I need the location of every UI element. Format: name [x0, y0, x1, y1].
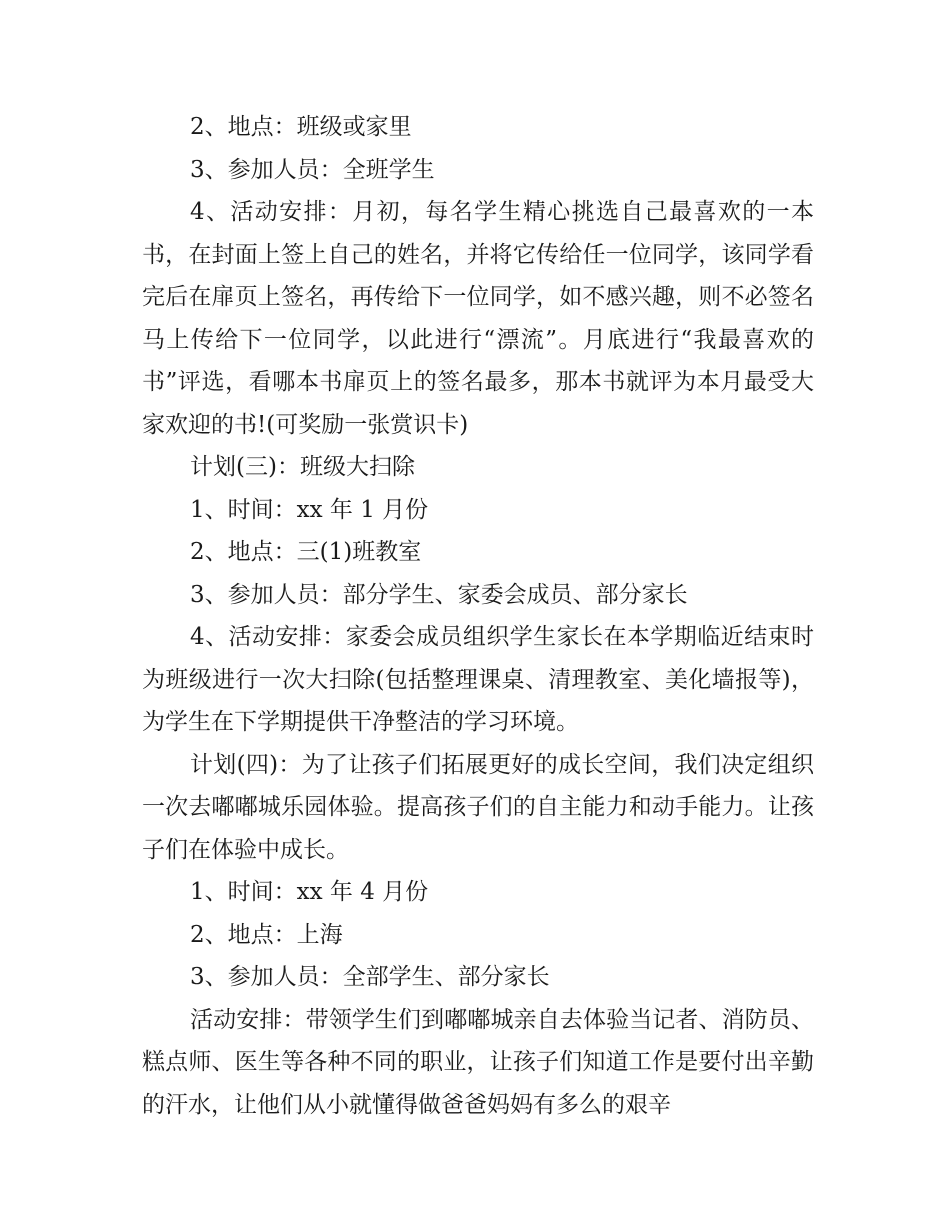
heading-plan-three: 计划(三)：班级大扫除	[190, 454, 415, 480]
heading-plan-four: 计划(四)：为了让孩子们拓展更好的成长空间，我们决定组织一次去嘟嘟城乐园体验。提高孩子们的自主能力和动手能力。让孩子们在体验中成长。	[142, 751, 814, 863]
document-body	[142, 106, 814, 1126]
paragraph-location-shanghai: 2、地点：上海	[190, 921, 343, 948]
paragraph-activity-book-drift: 4、活动安排：月初，每名学生精心挑选自己最喜欢的一本书，在封面上签上自己的姓名，并将它传给任一位同学，该同学看完后在扉页上签名，再传给下一位同学，如不感兴趣，则不必签名马上传给下一位同学，以此进行“漂流”。月底进行“我最喜欢的书”评选，看哪本书扉页上的签名最多，那本书就评为本月最受大家欢迎的书!(可奖励一张赏识卡)	[142, 199, 814, 438]
paragraph-time-apr: 1、时间：xx 年 4 月份	[190, 879, 429, 905]
paragraph-activity-trip: 活动安排：带领学生们到嘟嘟城亲自去体验当记者、消防员、糕点师、医生等各种不同的职业，让孩子们知道工作是要付出辛勤的汗水，让他们从小就懂得做爸爸妈妈有多么的艰辛	[142, 1006, 814, 1118]
paragraph-activity-cleaning: 4、活动安排：家委会成员组织学生家长在本学期临近结束时为班级进行一次大扫除(包括整理课桌、清理教室、美化墙报等)，为学生在下学期提供干净整洁的学习环境。	[142, 624, 814, 735]
paragraph-time-jan: 1、时间：xx 年 1 月份	[190, 496, 429, 523]
paragraph-location-classroom: 2、地点：三(1)班教室	[190, 539, 422, 565]
paragraph-participants-trip: 3、参加人员：全部学生、部分家长	[190, 964, 550, 990]
paragraph-participants-cleaning: 3、参加人员：部分学生、家委会成员、部分家长	[190, 581, 688, 608]
paragraph-participants: 3、参加人员：全班学生	[190, 156, 435, 183]
paragraph-location: 2、地点：班级或家里	[190, 114, 412, 140]
